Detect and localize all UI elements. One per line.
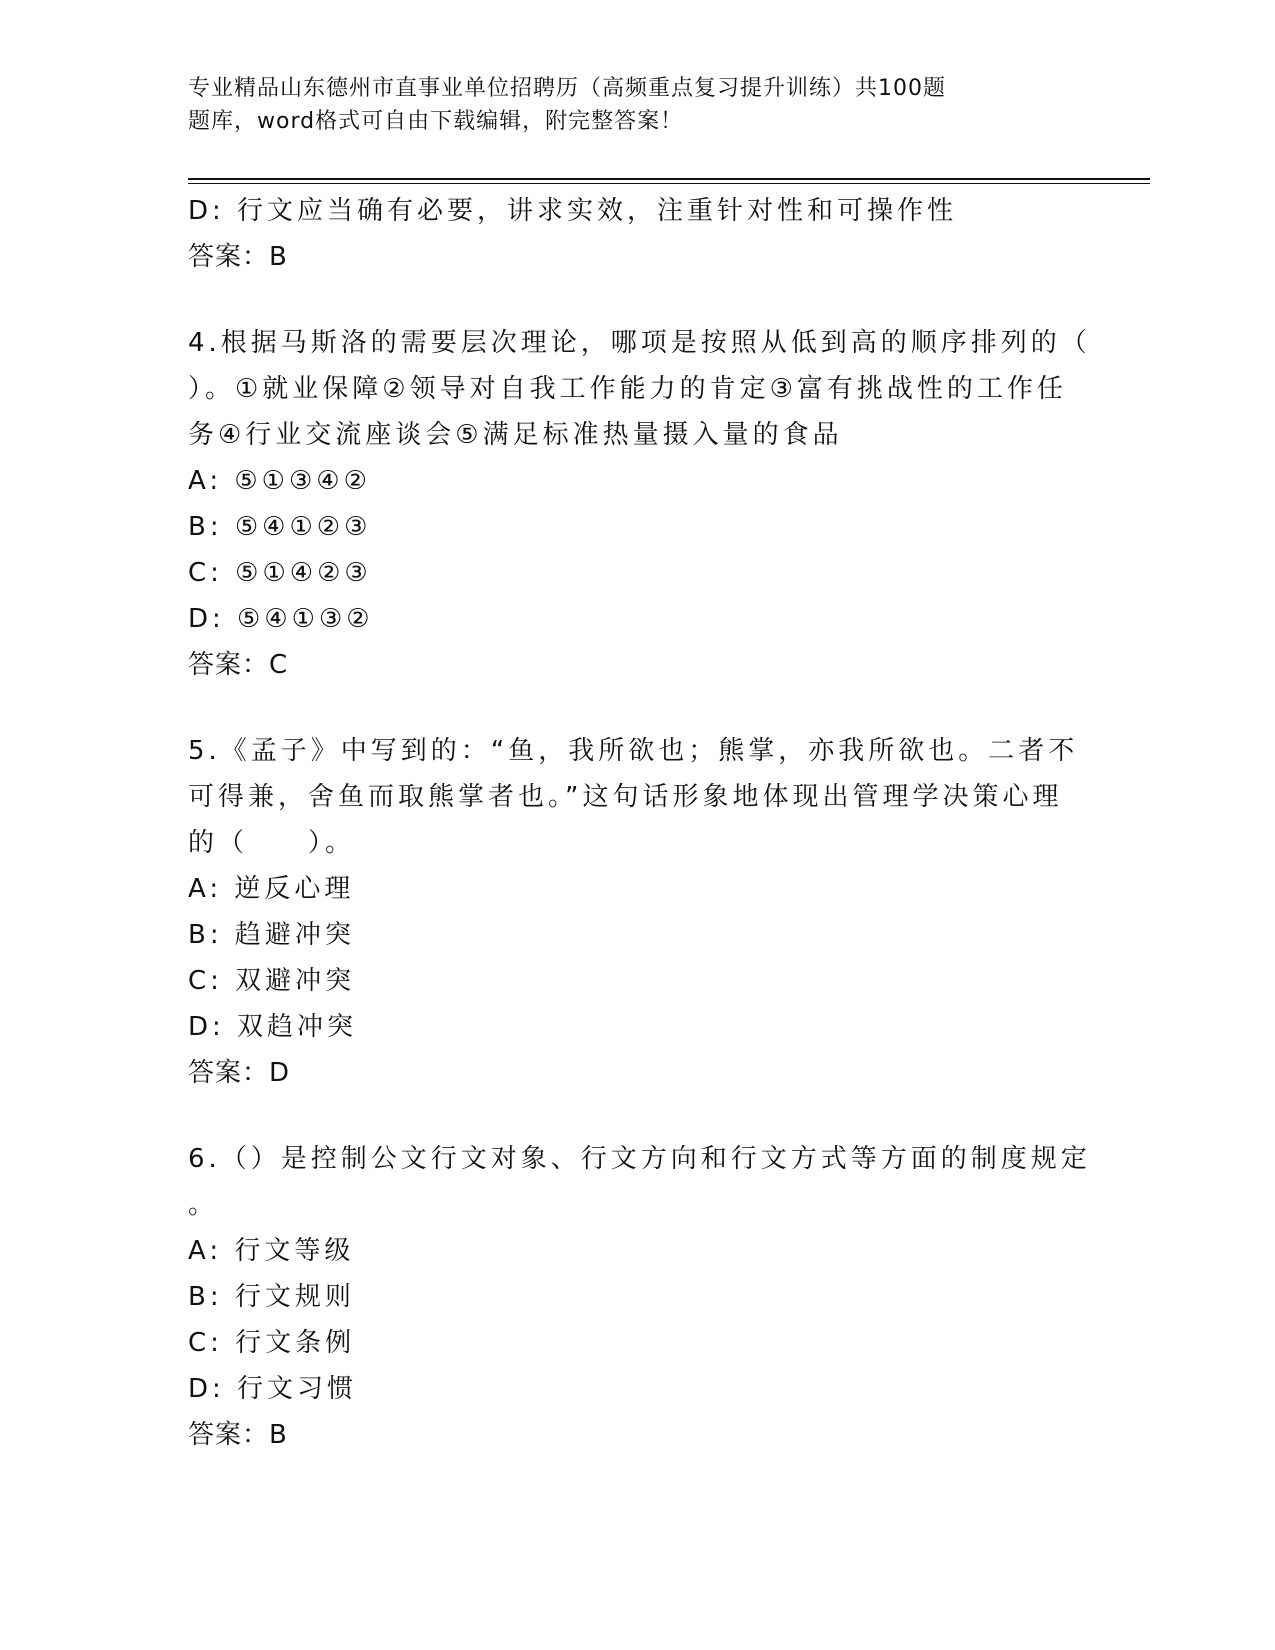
- previous-question-tail: [188, 188, 1068, 280]
- question-4: [188, 320, 1091, 688]
- header-divider-thick: [188, 178, 1150, 180]
- question-content: [188, 188, 1091, 1458]
- option-d: D: ⑤④①③②: [188, 604, 374, 634]
- option-c: C: ⑤①④②③: [188, 558, 372, 588]
- header-title-line-2: 题库，word格式可自由下载编辑，附完整答案！: [188, 109, 684, 134]
- question-5: [188, 728, 1079, 1096]
- option-d: D: 双趋冲突: [188, 1012, 358, 1042]
- option-b: B: 趋避冲突: [188, 920, 355, 950]
- option-c: C: 行文条例: [188, 1328, 356, 1358]
- question-stem-line: 5.《孟子》中写到的：“鱼，我所欲也；熊掌，亦我所欲也。二者不: [188, 736, 1079, 766]
- answer-line: 答案：B: [188, 242, 288, 272]
- question-stem-line: 可得兼，舍鱼而取熊掌者也。”这句话形象地体现出管理学决策心理: [188, 782, 1063, 812]
- question-stem-line: 。: [188, 1190, 219, 1220]
- header-title-line-1: 专业精品山东德州市直事业单位招聘历（高频重点复习提升训练）共100题: [188, 76, 946, 101]
- option-b: B: ⑤④①②③: [188, 512, 372, 542]
- question-stem-line: 的（ ）。: [188, 828, 356, 858]
- option-d: D: 行文应当确有必要，讲求实效，注重针对性和可操作性: [188, 196, 958, 226]
- option-a: A: 行文等级: [188, 1236, 355, 1266]
- page-header: [188, 72, 1048, 138]
- question-6: [188, 1136, 1091, 1458]
- question-stem-line: 6.（）是控制公文行文对象、行文方向和行文方式等方面的制度规定: [188, 1144, 1091, 1174]
- question-stem-line: 4.根据马斯洛的需要层次理论，哪项是按照从低到高的顺序排列的（: [188, 328, 1091, 358]
- option-d: D: 行文习惯: [188, 1374, 358, 1404]
- header-divider-thin: [188, 183, 1150, 184]
- question-stem-line: ）。①就业保障②领导对自我工作能力的肯定③富有挑战性的工作任: [188, 374, 1067, 404]
- answer-line: 答案：B: [188, 1420, 288, 1450]
- option-b: B: 行文规则: [188, 1282, 355, 1312]
- option-a: A: ⑤①③④②: [188, 466, 371, 496]
- question-stem-line: 务④行业交流座谈会⑤满足标准热量摄入量的食品: [188, 420, 843, 450]
- option-c: C: 双避冲突: [188, 966, 356, 996]
- answer-line: 答案：D: [188, 1058, 291, 1088]
- answer-line: 答案：C: [188, 650, 289, 680]
- option-a: A: 逆反心理: [188, 874, 355, 904]
